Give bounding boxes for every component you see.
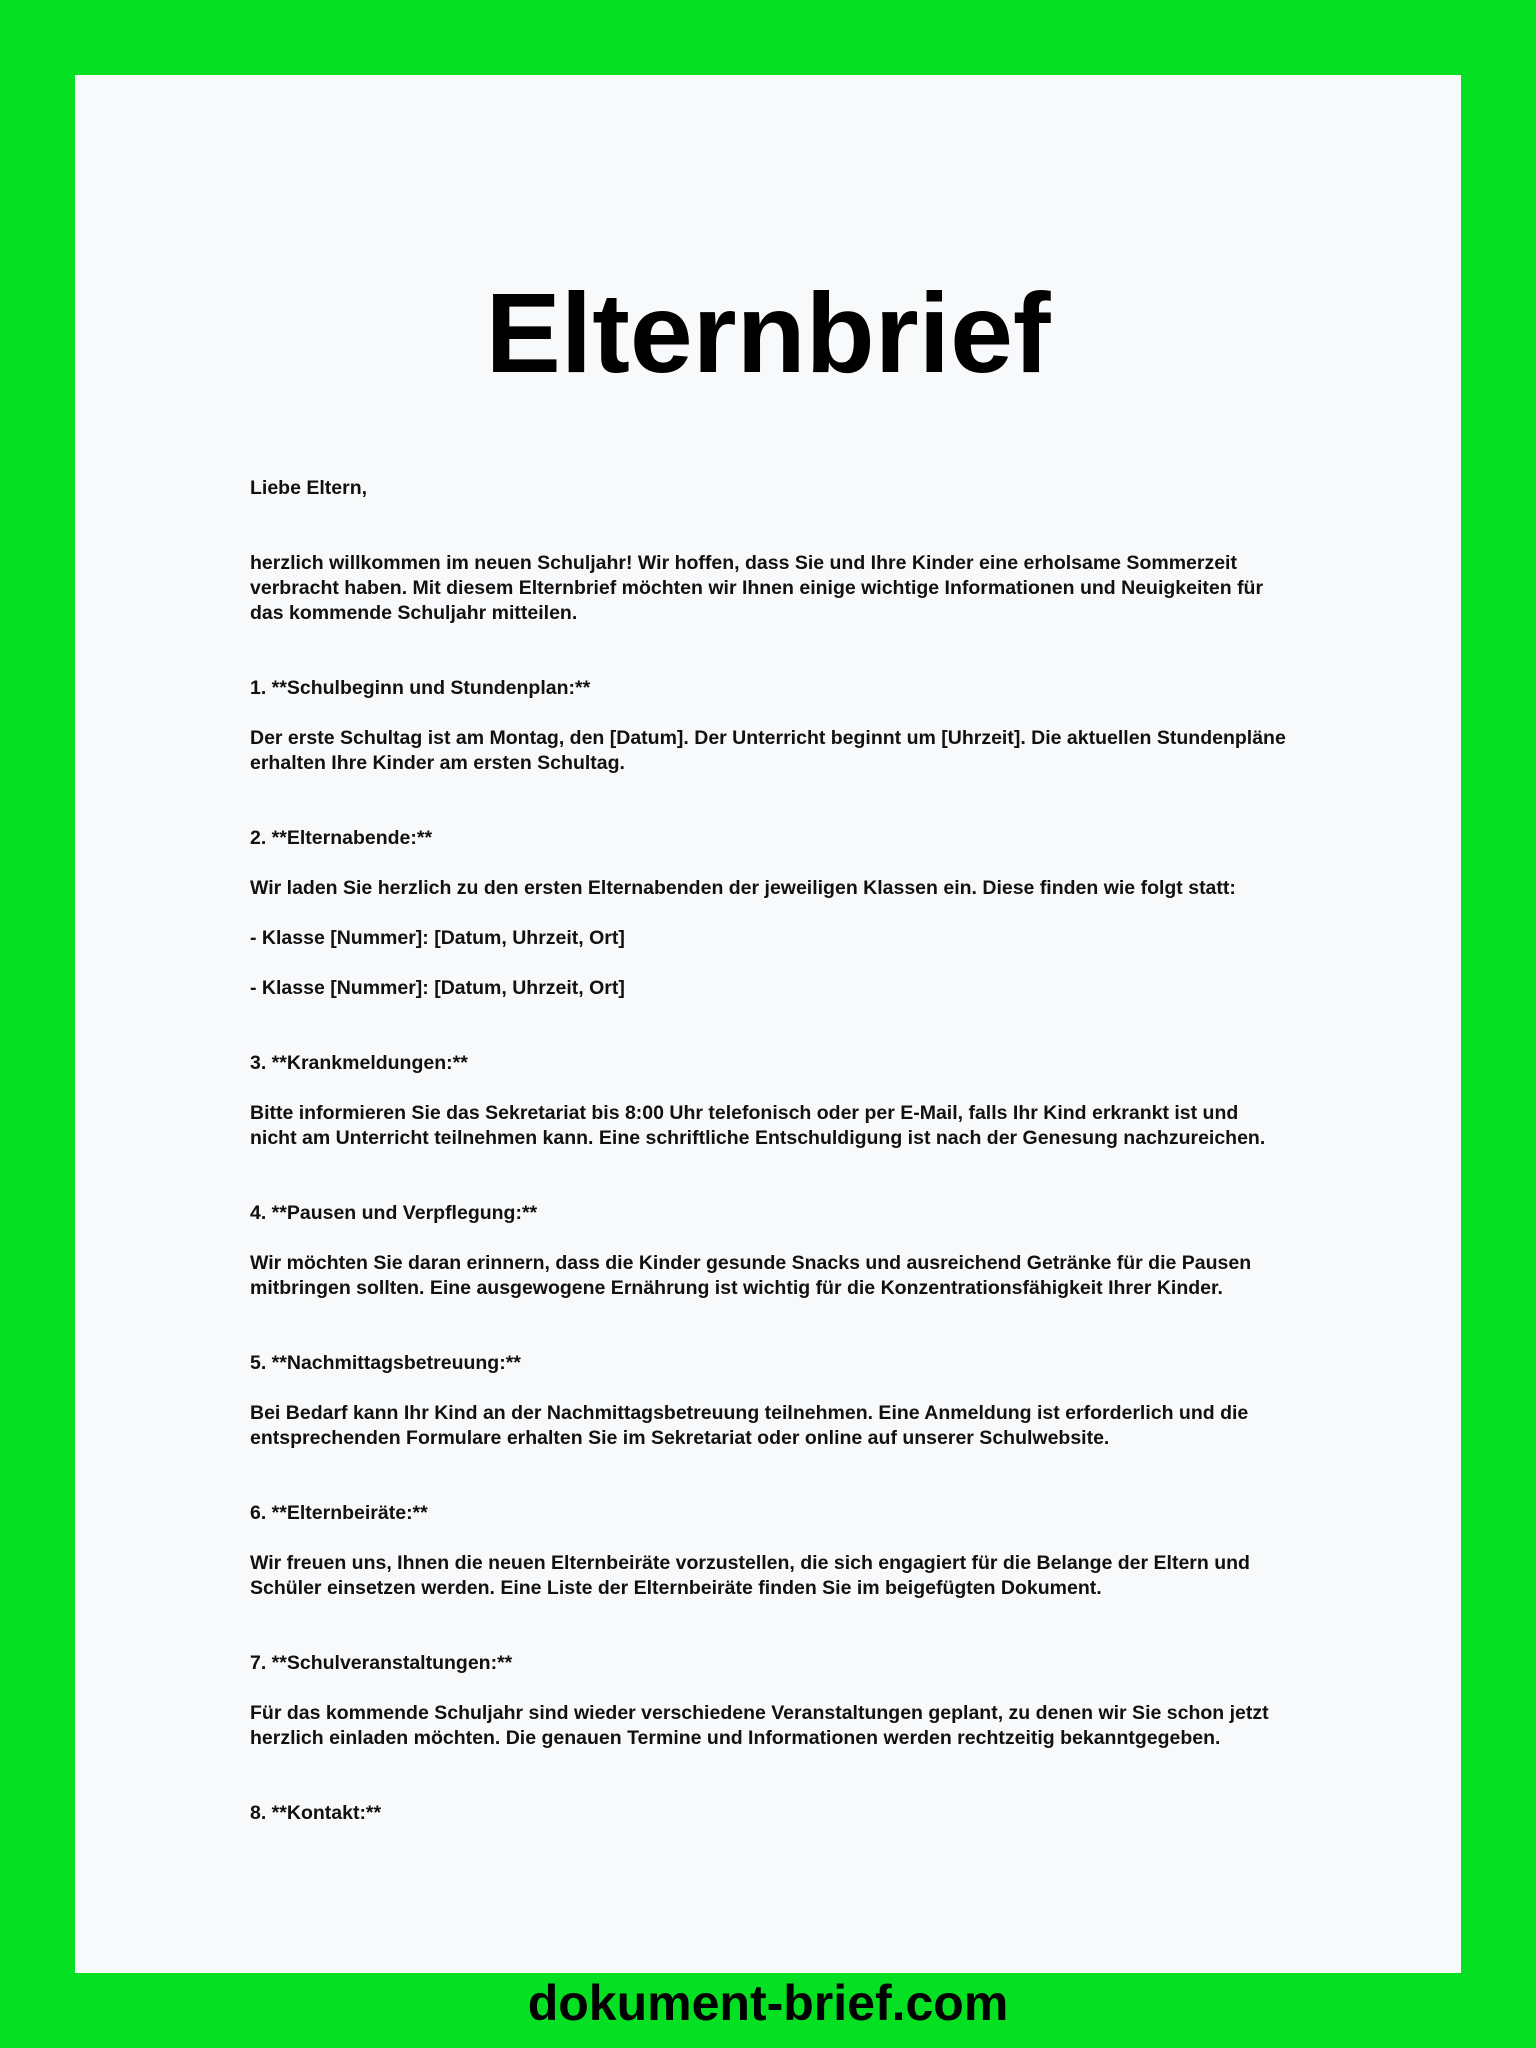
- section-body-schulveranstaltungen: Für das kommende Schuljahr sind wieder verschiedene Veranstaltungen geplant, zu denen wir Sie schon jetzt herzlich einladen möchten. Die genauen Termine und Informationen werden rechtzeitig bekanntgegeben.: [250, 1702, 1269, 1749]
- section-heading-kontakt: 8. **Kontakt:**: [250, 1802, 382, 1824]
- section-heading-schulbeginn: 1. **Schulbeginn und Stundenplan:**: [250, 677, 591, 699]
- document-title: Elternbrief: [485, 270, 1051, 396]
- section-heading-krankmeldungen: 3. **Krankmeldungen:**: [250, 1052, 468, 1074]
- section-heading-schulveranstaltungen: 7. **Schulveranstaltungen:**: [250, 1652, 513, 1674]
- section-body-elternbeiraete: Wir freuen uns, Ihnen die neuen Elternbeiräte vorzustellen, die sich engagiert für die Belange der Eltern und Schüler einsetzen werden. Eine Liste der Elternbeiräte finden Sie im beigefügten Dokument.: [250, 1552, 1250, 1599]
- section-heading-elternabende: 2. **Elternabende:**: [250, 827, 433, 849]
- section-heading-elternbeiraete: 6. **Elternbeiräte:**: [250, 1502, 428, 1524]
- section-body-pausen: Wir möchten Sie daran erinnern, dass die Kinder gesunde Snacks und ausreichend Getränke für die Pausen mitbringen sollten. Eine ausgewogene Ernährung ist wichtig für die Konzentrationsfähigkeit Ihrer Kinder.: [250, 1252, 1252, 1299]
- section-body-nachmittagsbetreuung: Bei Bedarf kann Ihr Kind an der Nachmittagsbetreuung teilnehmen. Eine Anmeldung ist erforderlich und die entsprechenden Formulare erhalten Sie im Sekretariat oder online auf unserer Schulwebsite.: [250, 1402, 1249, 1449]
- section-body-schulbeginn: Der erste Schultag ist am Montag, den [Datum]. Der Unterricht beginnt um [Uhrzeit]. Die aktuellen Stundenpläne erhalten Ihre Kinder am ersten Schultag.: [250, 727, 1286, 774]
- section-heading-nachmittagsbetreuung: 5. **Nachmittagsbetreuung:**: [250, 1352, 521, 1374]
- letter-body: [250, 476, 1290, 1851]
- list-item: - Klasse [Nummer]: [Datum, Uhrzeit, Ort]: [250, 927, 625, 949]
- section-body-krankmeldungen: Bitte informieren Sie das Sekretariat bis 8:00 Uhr telefonisch oder per E-Mail, falls Ihr Kind erkrankt ist und nicht am Unterricht teilnehmen kann. Eine schriftliche Entschuldigung ist nach der Genesung nachzureichen.: [250, 1102, 1266, 1149]
- document-sheet: [75, 75, 1461, 2031]
- list-item: - Klasse [Nummer]: [Datum, Uhrzeit, Ort]: [250, 977, 625, 999]
- greeting: Liebe Eltern,: [250, 477, 368, 499]
- section-heading-pausen: 4. **Pausen und Verpflegung:**: [250, 1202, 538, 1224]
- intro-paragraph: herzlich willkommen im neuen Schuljahr! Wir hoffen, dass Sie und Ihre Kinder eine erholsame Sommerzeit verbracht haben. Mit diesem Elternbrief möchten wir Ihnen einige wichtige Informationen und Neuigkeiten für das kommende Schuljahr mitteilen.: [250, 552, 1264, 624]
- footer-website: dokument-brief.com: [527, 1975, 1009, 2031]
- section-body-elternabende: Wir laden Sie herzlich zu den ersten Elternabenden der jeweiligen Klassen ein. Diese finden wie folgt statt:: [250, 877, 1236, 899]
